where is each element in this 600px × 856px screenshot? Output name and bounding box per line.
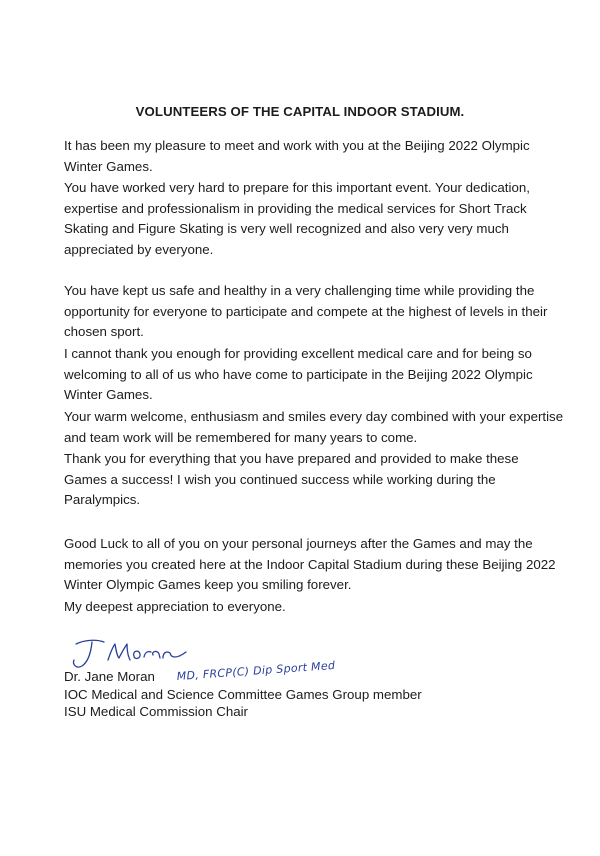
paragraph-thanks: I cannot thank you enough for providing excellent medical care and for being so welcoming to all of us who have come to participate in the Beijing 2022 Olympic Winter Games. bbox=[64, 346, 533, 402]
signatory-name: Dr. Jane Moran bbox=[64, 669, 155, 684]
signature-credentials: MD, FRCP(C) Dip Sport Med bbox=[176, 658, 336, 683]
signature-initial-stroke bbox=[74, 640, 104, 667]
letter-title: VOLUNTEERS OF THE CAPITAL INDOOR STADIUM. bbox=[135, 104, 465, 119]
paragraph-good-luck: Good Luck to all of you on your personal journeys after the Games and may the memories you created here at the Indoor Capital Stadium during these Beijing 2022 Winter Olympic Games keep you smiling forever. bbox=[64, 536, 556, 592]
paragraph-welcome: Your warm welcome, enthusiasm and smiles every day combined with your expertise and team work will be remembered for many years to come. bbox=[64, 409, 564, 445]
signature-surname-stroke bbox=[108, 644, 130, 660]
signatory-role-ioc: IOC Medical and Science Committee Games Group member bbox=[64, 686, 422, 702]
paragraph-appreciation: My deepest appreciation to everyone. bbox=[64, 599, 286, 614]
signatory-block bbox=[64, 668, 422, 721]
paragraph-dedication: You have worked very hard to prepare for this important event. Your dedication, expertise and professionalism in providing the medical services for Short Track Skating and Figure Skating is very well recognized and also very very much appreciated by everyone. bbox=[64, 180, 530, 257]
signature-surname-tail-stroke bbox=[134, 651, 186, 658]
paragraph-safety: You have kept us safe and healthy in a very challenging time while providing the opportunity for everyone to participate and compete at the highest of levels in their chosen sport. bbox=[64, 283, 548, 339]
signatory-role-isu: ISU Medical Commission Chair bbox=[64, 704, 248, 719]
paragraph-pleasure: It has been my pleasure to meet and work with you at the Beijing 2022 Olympic Winter Games. bbox=[64, 138, 530, 174]
paragraph-success: Thank you for everything that you have prepared and provided to make these Games a success! I wish you continued success while working during the Paralympics. bbox=[64, 451, 519, 507]
